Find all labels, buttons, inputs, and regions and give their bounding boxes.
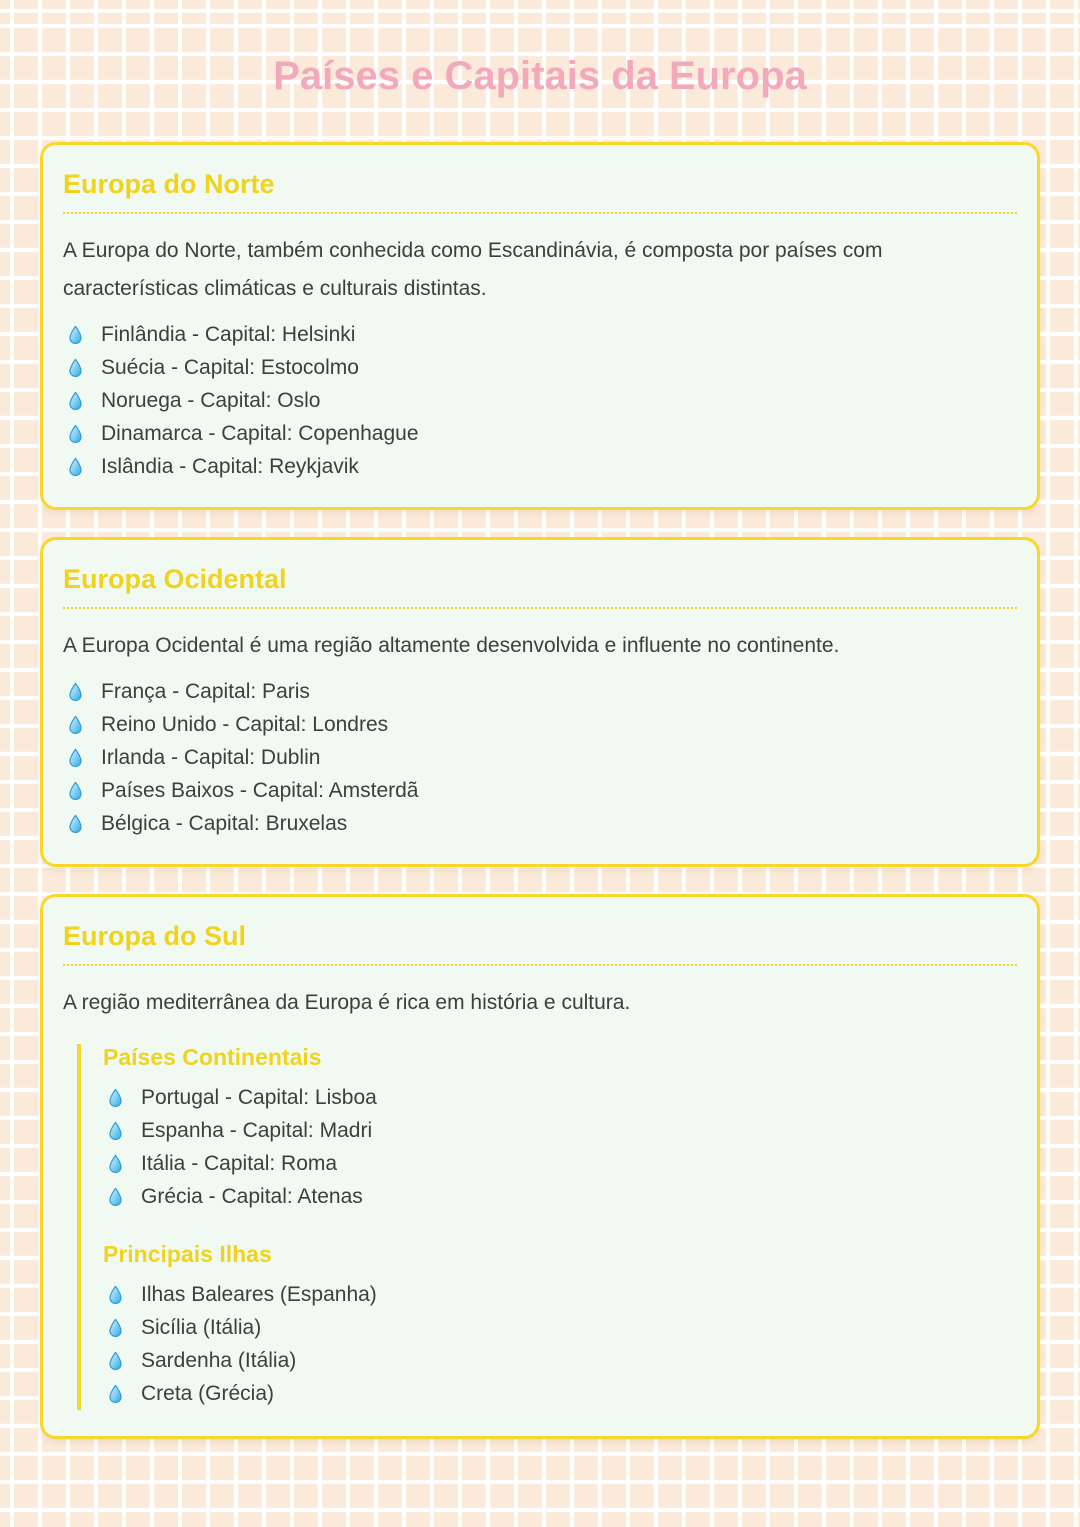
list-item — [103, 1114, 1017, 1147]
list-item-label: Dinamarca - Capital: Copenhague — [101, 421, 419, 445]
list-item — [63, 675, 1017, 708]
droplet-icon — [67, 746, 84, 770]
droplet-icon — [107, 1349, 124, 1373]
island-list — [103, 1278, 1017, 1410]
country-list-ocidental — [63, 675, 1017, 840]
list-item — [63, 351, 1017, 384]
list-item — [103, 1377, 1017, 1410]
list-item — [63, 450, 1017, 483]
droplet-icon — [67, 455, 84, 479]
droplet-icon — [67, 356, 84, 380]
droplet-icon — [67, 779, 84, 803]
list-item-label: Finlândia - Capital: Helsinki — [101, 322, 356, 346]
card-europa-do-sul — [40, 894, 1040, 1439]
list-item-label: Noruega - Capital: Oslo — [101, 388, 321, 412]
list-item — [63, 384, 1017, 417]
droplet-icon — [107, 1382, 124, 1406]
section-description-ocidental: A Europa Ocidental é uma região altamente desenvolvida e influente no continente. — [63, 634, 840, 657]
list-item-label: Bélgica - Capital: Bruxelas — [101, 811, 348, 835]
list-item — [63, 807, 1017, 840]
list-item — [63, 708, 1017, 741]
country-list-norte — [63, 318, 1017, 483]
section-description-sul: A região mediterrânea da Europa é rica em história e cultura. — [63, 991, 631, 1014]
card-europa-do-norte — [40, 142, 1040, 510]
list-item — [103, 1278, 1017, 1311]
droplet-icon — [67, 812, 84, 836]
list-item — [103, 1344, 1017, 1377]
list-item-label: Sardenha (Itália) — [141, 1348, 297, 1372]
section-heading-ocidental: Europa Ocidental — [63, 564, 1017, 609]
droplet-icon — [67, 323, 84, 347]
droplet-icon — [107, 1086, 124, 1110]
country-list-continentais — [103, 1081, 1017, 1213]
droplet-icon — [107, 1119, 124, 1143]
list-item-label: Espanha - Capital: Madri — [141, 1118, 373, 1142]
section-description-norte: A Europa do Norte, também conhecida como Escandinávia, é composta por países com características climáticas e culturais distintas. — [63, 239, 883, 300]
section-heading-norte: Europa do Norte — [63, 169, 1017, 214]
droplet-icon — [67, 713, 84, 737]
card-europa-ocidental — [40, 537, 1040, 867]
list-item-label: Portugal - Capital: Lisboa — [141, 1085, 377, 1109]
list-item-label: Islândia - Capital: Reykjavik — [101, 454, 359, 478]
list-item-label: Itália - Capital: Roma — [141, 1151, 338, 1175]
list-item-label: Ilhas Baleares (Espanha) — [141, 1282, 377, 1306]
droplet-icon — [67, 680, 84, 704]
list-item-label: Sicília (Itália) — [141, 1315, 262, 1339]
droplet-icon — [107, 1316, 124, 1340]
list-item — [103, 1311, 1017, 1344]
droplet-icon — [107, 1185, 124, 1209]
droplet-icon — [67, 422, 84, 446]
list-item — [103, 1147, 1017, 1180]
list-item-label: Irlanda - Capital: Dublin — [101, 745, 321, 769]
subsection-block — [77, 1044, 1017, 1410]
list-item-label: Países Baixos - Capital: Amsterdã — [101, 778, 419, 802]
list-item — [63, 318, 1017, 351]
list-item-label: Reino Unido - Capital: Londres — [101, 712, 389, 736]
list-item-label: França - Capital: Paris — [101, 679, 310, 703]
subsection-heading-ilhas: Principais Ilhas — [103, 1241, 272, 1267]
list-item — [103, 1180, 1017, 1213]
list-item — [63, 774, 1017, 807]
page-title: Países e Capitais da Europa — [273, 54, 807, 98]
list-item-label: Grécia - Capital: Atenas — [141, 1184, 363, 1208]
list-item — [63, 417, 1017, 450]
list-item-label: Creta (Grécia) — [141, 1381, 275, 1405]
list-item-label: Suécia - Capital: Estocolmo — [101, 355, 359, 379]
list-item — [63, 741, 1017, 774]
droplet-icon — [107, 1152, 124, 1176]
list-item — [103, 1081, 1017, 1114]
droplet-icon — [107, 1283, 124, 1307]
section-heading-sul: Europa do Sul — [63, 921, 1017, 966]
subsection-heading-continentais: Países Continentais — [103, 1044, 322, 1070]
droplet-icon — [67, 389, 84, 413]
